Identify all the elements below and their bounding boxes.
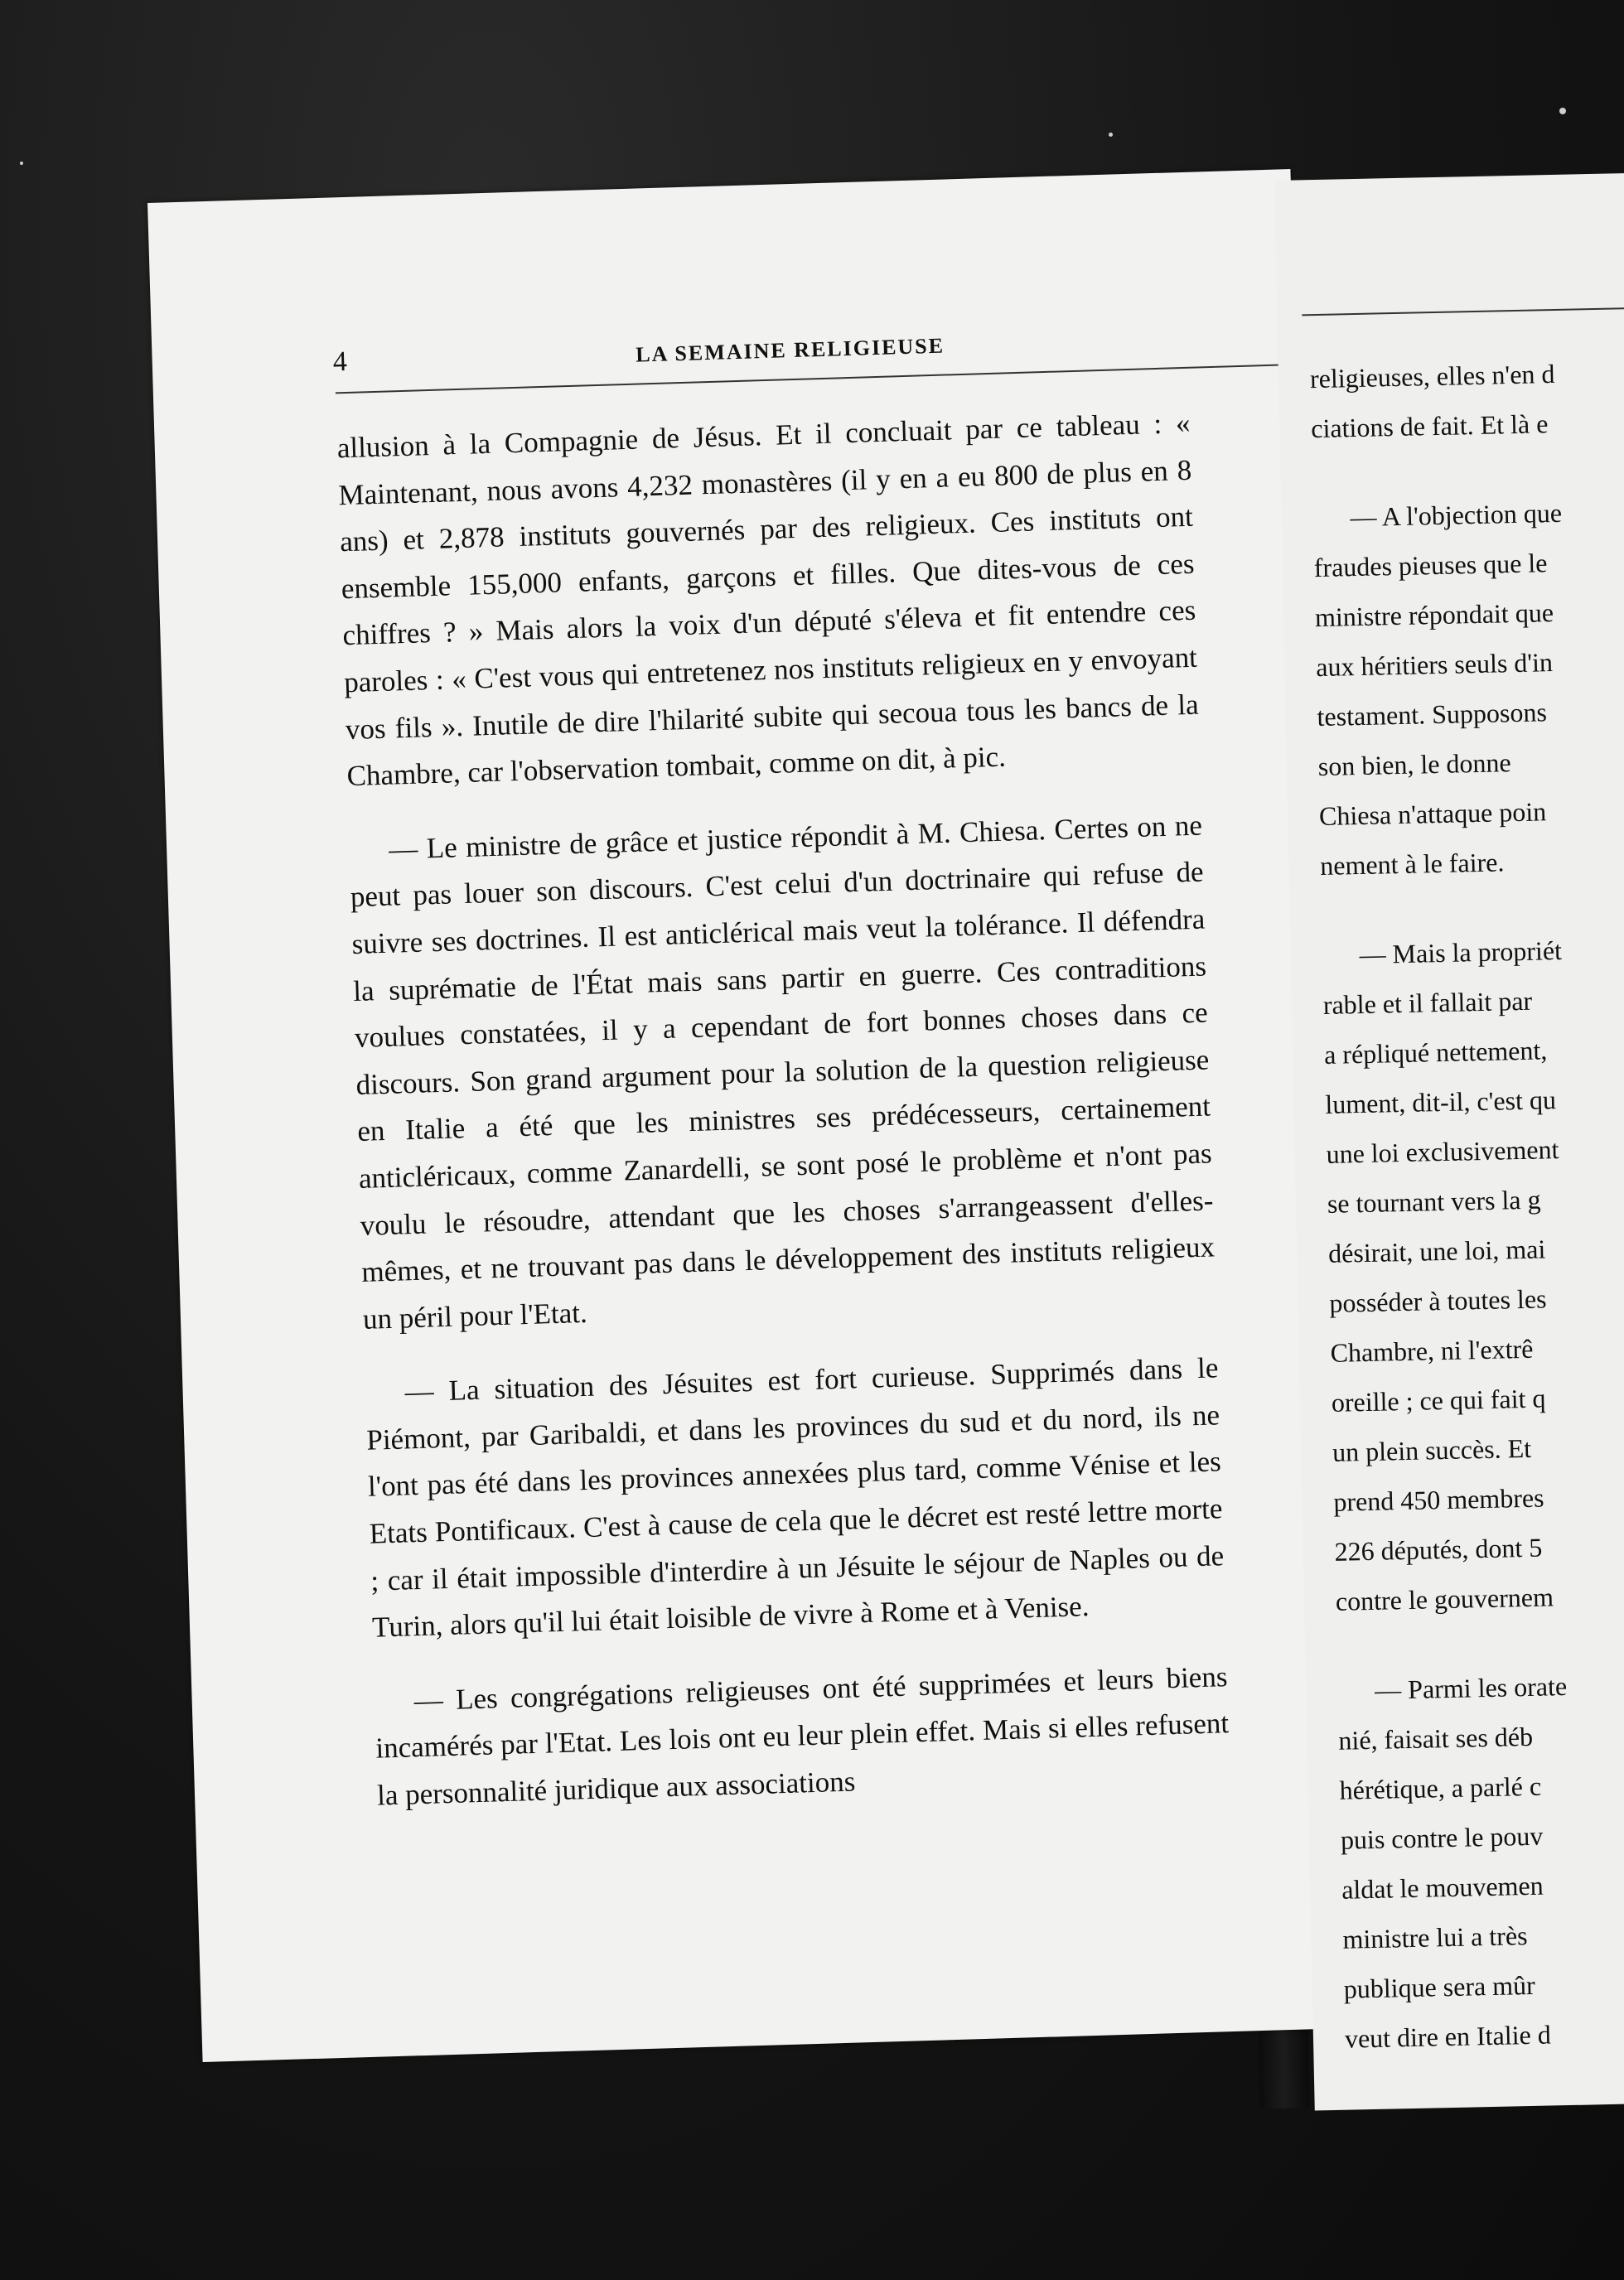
- text-line: 226 députés, dont 5: [1334, 1532, 1543, 1567]
- text-line: — Mais la propriét: [1359, 935, 1563, 970]
- text-line: hérétique, a parlé c: [1339, 1770, 1542, 1805]
- text-line: religieuses, elles n'en d: [1309, 358, 1555, 394]
- text-line: contre le gouvernem: [1335, 1582, 1554, 1616]
- text-line: fraudes pieuses que le: [1313, 548, 1548, 583]
- text-line: nement à le faire.: [1319, 847, 1505, 882]
- text-line: oreille ; ce qui fait q: [1331, 1383, 1546, 1418]
- text-line: nié, faisait ses déb: [1338, 1721, 1534, 1756]
- text-line: veut dire en Italie d: [1344, 2019, 1552, 2054]
- dust-speck: [1109, 133, 1113, 137]
- text-line: prend 450 membres: [1333, 1482, 1544, 1517]
- paragraph: — Le ministre de grâce et justice répondit à M. Chiesa. Certes on ne peut pas louer son discours. C'est celui d'un doctrinaire qui refuse de suivre ses doctrines. Il est anticlérical mais veut la tolérance. Il défendra la suprématie de l'État mais sans partir en guerre. Ces contraditions voulues constatées, il y a cependant de fort bonnes choses dans ce discours. Son grand argument pour la solution de la question religieuse en Italie a été que les ministres ses prédécesseurs, certainement anticléricaux, comme Zanardelli, se sont posé le problème et n'ont pas voulu le résoudre, attendant que les choses s'arrangeassent d'elles-mêmes, et ne trouvant pas dans le développement des instituts religieux un péril pour l'Etat.: [350, 809, 1216, 1336]
- text-line: rable et il fallait par: [1322, 985, 1533, 1020]
- dust-speck: [20, 162, 23, 165]
- text-line: un plein succès. Et: [1332, 1432, 1532, 1467]
- paragraph: allusion à la Compagnie de Jésus. Et il concluait par ce tableau : « Maintenant, nous avons 4,232 monastères (il y en a eu 800 de plus en 8 ans) et 2,878 instituts gouvernés par des religieux. Ces instituts ont ensemble 155,000 enfants, garçons et filles. Que dites-vous de ces chiffres ? » Mais alors la voix d'un député s'éleva et fit entendre ces paroles : « C'est vous qui entretenez nos instituts religieux en y envoyant vos fils ». Inutile de dire l'hilarité subite qui secoua tous les bancs de la Chambre, car l'observation tombait, comme on dit, à pic.: [336, 406, 1200, 793]
- body-text: [1309, 338, 1624, 2063]
- body-text: [336, 400, 1231, 1847]
- text-line: — A l'objection que: [1350, 497, 1563, 533]
- running-head: LA SEMAINE RELIGIEUSE: [635, 333, 945, 367]
- text-line: Chambre, ni l'extrê: [1330, 1333, 1534, 1368]
- right-page: [1274, 170, 1624, 2110]
- text-line: se tournant vers la g: [1327, 1184, 1541, 1219]
- text-line: ministre répondait que: [1314, 597, 1554, 633]
- text-line: testament. Supposons: [1317, 697, 1548, 732]
- page-number: 4: [332, 345, 348, 378]
- text-line: ciations de fait. Et là e: [1310, 408, 1549, 444]
- header-rule: [1302, 305, 1624, 316]
- text-line: ministre lui a très: [1342, 1920, 1528, 1954]
- text-line: a répliqué nettement,: [1323, 1035, 1548, 1070]
- paragraph: — Les congrégations religieuses ont été supprimées et leurs biens incamérés par l'Etat. Les lois ont eu leur plein effet. Mais si elles refusent la personnalité juridique aux associations: [375, 1659, 1230, 1812]
- text-line: aux héritiers seuls d'in: [1315, 647, 1554, 683]
- text-line: puis contre le pouv: [1340, 1820, 1544, 1855]
- text-line: posséder à toutes les: [1329, 1283, 1547, 1318]
- left-page: [147, 169, 1346, 2062]
- header-rule: [336, 361, 1371, 394]
- text-line: aldat le mouvemen: [1341, 1870, 1544, 1905]
- text-line: — Parmi les orate: [1374, 1671, 1568, 1705]
- text-line: Chiesa n'attaque poin: [1318, 796, 1547, 832]
- text-line: son bien, le donne: [1317, 747, 1511, 782]
- text-line: publique sera mûr: [1343, 1969, 1536, 2004]
- dust-speck: [1559, 108, 1566, 114]
- text-line: désirait, une loi, mai: [1327, 1234, 1546, 1268]
- paragraph: — La situation des Jésuites est fort curieuse. Supprimés dans le Piémont, par Garibaldi, et dans les provinces du sud et du nord, ils ne l'ont pas été dans les provinces annexées plus tard, comme Vénise et les Etats Pontificaux. C'est à cause de cela que le décret est resté lettre morte ; car il était impossible d'interdire à un Jésuite le séjour de Naples ou de Turin, alors qu'il lui était loisible de vivre à Rome et à Venise.: [365, 1351, 1225, 1644]
- text-line: une loi exclusivement: [1326, 1134, 1559, 1169]
- text-line: lument, dit-il, c'est qu: [1324, 1084, 1557, 1119]
